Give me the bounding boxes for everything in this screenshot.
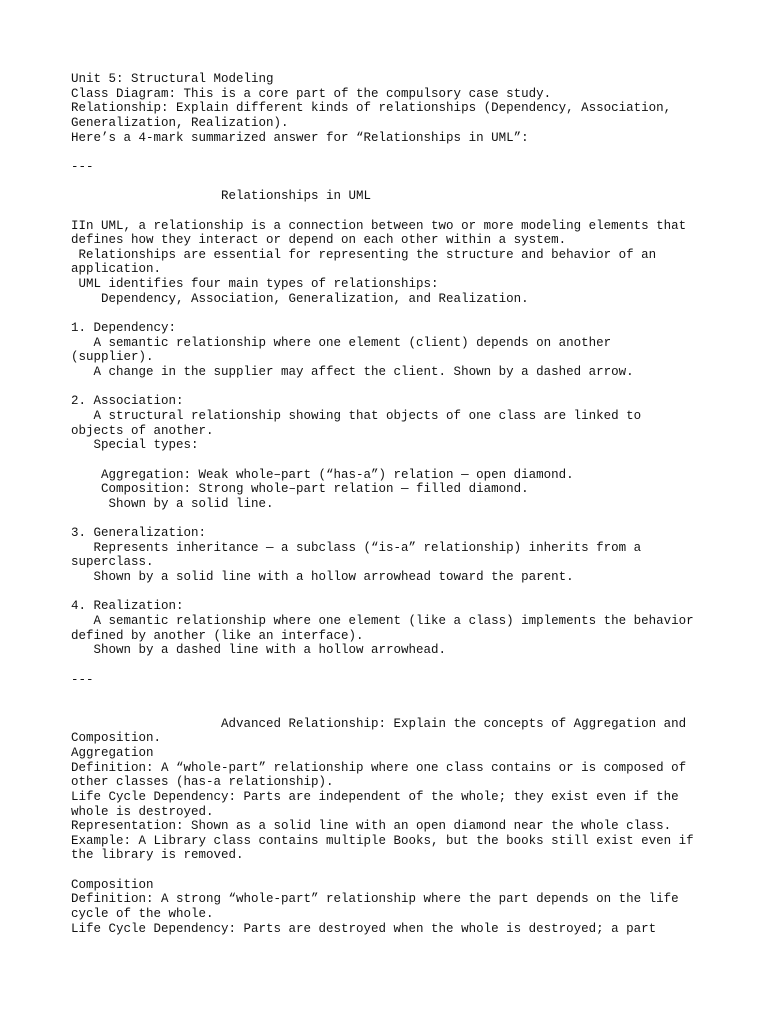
text-line: other classes (has-a relationship). [71,775,334,790]
text-line: A semantic relationship where one element (client) depends on another [71,335,612,350]
text-line: Composition [71,877,154,892]
text-line: whole is destroyed. [71,804,214,819]
text-line: Unit 5: Structural Modeling [71,72,274,86]
text-line: Generalization, Realization). [71,115,289,130]
text-line: A structural relationship showing that objects of one class are linked to [71,408,642,423]
text-line: Relationships in UML [71,189,372,204]
text-line: Example: A Library class contains multiple Books, but the books still exist even if [71,833,694,848]
text-line: Life Cycle Dependency: Parts are independent of the whole; they exist even if the [71,789,679,804]
text-line: Aggregation [71,745,154,760]
text-line: the library is removed. [71,848,244,863]
text-line: application. [71,262,162,277]
text-line: objects of another. [71,423,214,438]
text-line: Aggregation: Weak whole–part (“has-a”) relation — open diamond. [71,467,574,482]
text-line: 4. Realization: [71,599,184,614]
text-line: Advanced Relationship: Explain the concepts of Aggregation and [71,716,687,731]
text-line: Dependency, Association, Generalization, and Realization. [71,291,529,306]
text-line: --- [71,159,94,174]
text-line: cycle of the whole. [71,907,214,922]
text-line: IIn UML, a relationship is a connection between two or more modeling elements that [71,218,687,233]
text-line: Class Diagram: This is a core part of the compulsory case study. [71,86,552,101]
text-line: Represents inheritance — a subclass (“is-a” relationship) inherits from a [71,540,642,555]
text-line: Shown by a dashed line with a hollow arrowhead. [71,643,447,658]
text-line: Shown by a solid line with a hollow arrowhead toward the parent. [71,570,574,585]
text-line: 3. Generalization: [71,526,207,541]
text-line: 2. Association: [71,394,184,409]
text-line: Composition: Strong whole–part relation — filled diamond. [71,482,529,497]
text-line: Composition. [71,731,162,746]
text-line: (supplier). [71,350,154,365]
text-line: defines how they interact or depend on each other within a system. [71,233,567,248]
text-line: --- [71,672,94,687]
text-line: Relationship: Explain different kinds of relationships (Dependency, Association, [71,101,672,116]
text-line: Representation: Shown as a solid line with an open diamond near the whole class. [71,819,672,834]
text-line: Definition: A “whole-part” relationship where one class contains or is composed of [71,760,687,775]
text-line: Life Cycle Dependency: Parts are destroyed when the whole is destroyed; a part [71,921,657,936]
text-line: defined by another (like an interface). [71,628,364,643]
text-line: A change in the supplier may affect the client. Shown by a dashed arrow. [71,365,634,379]
text-line: Here’s a 4-mark summarized answer for “Relationships in UML”: [71,130,529,145]
text-line: Shown by a solid line. [71,496,274,511]
text-line: superclass. [71,555,154,570]
text-line: Definition: A strong “whole-part” relationship where the part depends on the life [71,892,679,907]
text-line: UML identifies four main types of relationships: [71,277,439,292]
text-line: 1. Dependency: [71,321,177,336]
text-line: Relationships are essential for representing the structure and behavior of an [71,247,657,262]
text-line: A semantic relationship where one element (like a class) implements the behavior [71,614,694,629]
text-line: Special types: [71,438,199,453]
